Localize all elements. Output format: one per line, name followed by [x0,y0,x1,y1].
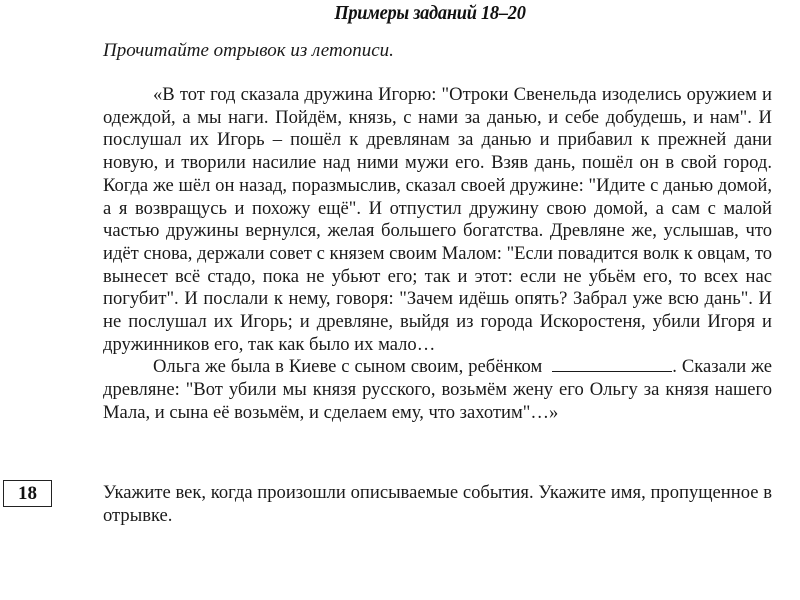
missing-name-blank [552,357,672,372]
blank-period: . [672,356,677,378]
olga-text: Ольга же была в Киеве с сыном своим, ребёнком [153,356,543,378]
instruction-text: Прочитайте отрывок из летописи. [103,40,394,61]
passage-paragraph-2 [103,356,772,424]
passage-paragraph-1: «В тот год сказала дружина Игорю: "Отроки Свенельда изоделись оружием и одеждой, а мы наги. Пойдём, князь, с нами за данью, и себе добудешь, и нам". И послушал их Игорь – пошёл к древлянам за данью и прибавил к прежней дани новую, и творили насилие над ними мужи его. Взяв дань, пошёл он в свой город. Когда же шёл он назад, поразмыслив, сказал своей дружине: "Идите с данью домой, а я возвращусь и похожу ещё". И отпустил дружину свою домой, а сам с малой частью дружины вернулся, желая большего богатства. Древляне же, услышав, что идёт снова, держали совет с князем своим Малом: "Если повадится волк к овцам, то вынесет всё стадо, пока не убьют его; так и этот: если не убьём его, то всех нас погубит". И послали к нему, говоря: "Зачем идёшь опять? Забрал уже всю дань". И не послушал их Игорь; и древляне, выйдя из города Искоростеня, убили Игоря и дружинников его, так как было их мало… [103,84,772,355]
chronicle-passage [103,84,772,425]
page-title: Примеры заданий 18–20 [334,2,526,24]
task-question: Укажите век, когда произошли описываемые события. Укажите имя, пропущенное в отрывке. [103,482,772,526]
drevlyane-text: Сказали же древляне: "Вот убили мы князя русского, возьмём жену его Ольгу за князя нашего Мала, и сына её возьмём, и сделаем ему, что захотим"…» [103,356,772,423]
task-number-badge: 18 [3,480,52,507]
